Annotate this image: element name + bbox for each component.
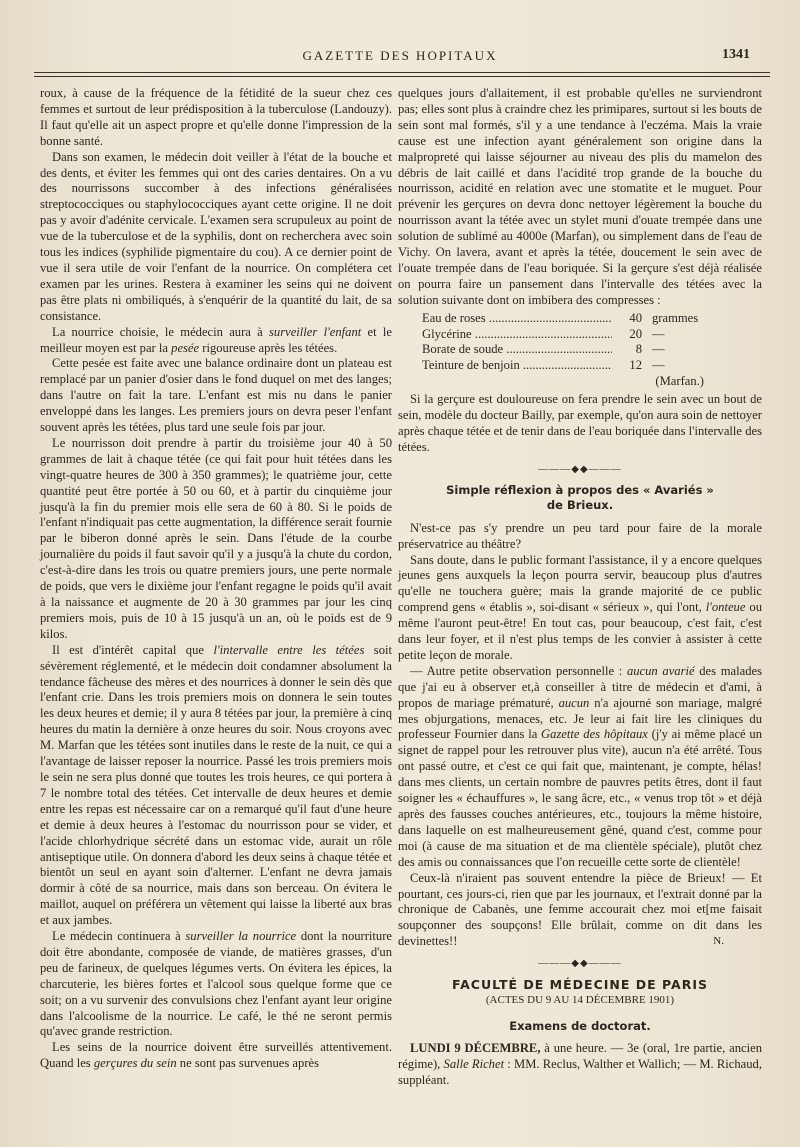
paragraph: — Autre petite observation personnelle : aucun avarié des malades que j'ai eu à observer et,à conseiller à titre de médecin et d'ami, à propos de mariage prématuré, aucun n'a ajourné son mariage, malgré mes objurgations, menaces, etc. Je leur ai fait lire les cliniques du professeur Fournier dans la Gazette des hôpitaux (j'y ai même placé un signet de rappel pour les retrouver plus vite), aucun n'a été arrêté. Tous ont passé outre, et c'est ce qui fait que, maintenant, je compte, hélas! dans mes clients, un certain nombre de pauvres petits êtres, dont il faut soigner les « échauffures », le sang âcre, etc., « venus trop tôt » et déjà après des fausses couches antérieures, etc., toujours la même histoire, dans laquelle on est malheureusement gêné, quand c'est, comme pour moi (à cause de ma situation et de ma clientèle spéciale), plutôt chez des amis ou connaissances que l'on recueille cette sorte de clientèle! bbox=[398, 663, 763, 869]
paragraph: Ceux-là n'iraient pas souvent entendre la pièce de Brieux! — Et pourtant, ces jours-ci, rien que par les journaux, et l'extrait donné par la chronique de Cabanès, une femme accourait chez moi et[me faisait soupçonner des soupçons! Elle brûlait, comme on dit dans les devinettes!! N. bbox=[398, 870, 762, 949]
page-number: 1341 bbox=[722, 47, 750, 62]
section-separator: ———◆◆——— bbox=[538, 958, 622, 970]
paragraph: Le médecin continuera à surveiller la nourrice dont la nourriture doit être abondante, composée de viande, de matières grasses, d'un peu de farineux, de quelques légumes verts. On évitera les épices, la charcuterie, les bières fortes et l'alcool sous quelque forme que ce soit; on a vu survenir des convulsions chez l'enfant ayant leur origine dans l'alcoolisme de la nourrice. Le café, le thé ne seront permis qu'avec grande restriction. bbox=[40, 929, 393, 1039]
faculty-subtitle: (ACTES DU 9 AU 14 DÉCEMBRE 1901) bbox=[485, 993, 675, 1006]
faculty-title: FACULTÉ DE MÉDECINE DE PARIS bbox=[452, 977, 708, 993]
paragraph: Dans son examen, le médecin doit veiller à l'état de la bouche et des dents, et éviter les femmes qui ont des caries dentaires. On a vu des nourrissons succomber à des infections généralisées streptococciques ou staphylococciques ayant cette origine. Il ne doit pas y avoir d'adénite cervicale. L'examen sera scrupuleux au point de vue de la tuberculose et de la syphilis, dont on recherchera avec soin tous les indices (syphilide pigmentaire du cou). A ce dernier point de vue il sera utile de voir l'enfant de la nourrice. On complétera cet examen par les urines. Restera à examiner les seins qui ne doivent pas être plats ni ombiliqués, à s'enquérir de la quantité du lait, de sa consistance. bbox=[40, 149, 392, 323]
prescription-table bbox=[422, 311, 722, 390]
paragraph: Il est d'intérêt capital que l'intervalle entre les tétées soit sévèrement réglementé, et le médecin doit condamner absolument la tendance fâcheuse des mères et des nourrices à donner le sein dès que l'enfant crie. Dans les trois premiers mois on donnera le sein toutes les deux heures et demie; il y aura 8 tétées par jour, la première à cinq heures du matin la dernière à onze heures du soir. Nous croyons avec M. Marfan que les tétées sont inutiles dans le reste de la nuit, ce qui a l'avantage de laisser reposer la nourrice. Passé les trois premiers mois le sein ne sera plus donné que toutes les trois heures, ce qui portera à 7 le nombre total des tétées. Cet intervalle de deux heures et demie entre les repas est nécessaire car on a remarqué qu'il faut d'une heure et demie à deux heures à l'estomac du nourrisson pour se vider, et l'acide chlorhydrique sécrété dans un estomac vide, aurait un rôle antiseptique utile. On donnera d'abord les deux seins à chaque tétée et bientôt un seul en ayant soin d'alterner. L'enfant ne devra jamais dormir à côté de sa nourrice, mais dans son berceau. On évitera le maillot, auquel on préférera un vêtement qui laisse la liberté aux bras et aux jambes. bbox=[40, 642, 392, 928]
paragraph: Cette pesée est faite avec une balance ordinaire dont un plateau est remplacé par un panier d'osier dans le fond duquel on met des langes; dans l'autre on fait la tare. L'enfant est mis nu dans le panier enveloppé dans les langes. Les premiers jours on devra peser l'enfant souvent après les tétées, plus tard une seule fois par jour. bbox=[40, 356, 392, 435]
page-header bbox=[30, 44, 770, 66]
prescription-row: Teinture de benjoin ..... 12 — bbox=[422, 358, 722, 374]
prescription-row: Glycérine ..... 20 — bbox=[422, 327, 722, 343]
paragraph: roux, à cause de la fréquence de la fétidité de la sueur chez ces femmes et surtout de leur prédisposition à la tuberculose (Landouzy). Il faut qu'elle ait un aspect propre et qu'elle donne l'impression de la bonne santé. bbox=[40, 86, 392, 148]
section-separator: ———◆◆——— bbox=[538, 463, 622, 475]
left-column bbox=[40, 86, 392, 1072]
exam-title: Examens de doctorat. bbox=[509, 1018, 651, 1033]
paragraph: Si la gerçure est douloureuse on fera prendre le sein avec un bout de sein, modèle du docteur Bailly, par exemple, qu'on aura soin de nettoyer après chaque tétée et de tenir dans de l'eau boriquée dans l'intervalle des tétées. bbox=[398, 392, 762, 454]
paragraph: N'est-ce pas s'y prendre un peu tard pour faire de la morale préservatrice au théâtre? bbox=[398, 520, 762, 551]
paragraph: La nourrice choisie, le médecin aura à surveiller l'enfant et le meilleur moyen est par la pesée rigoureuse après les tétées. bbox=[40, 324, 392, 355]
paragraph: LUNDI 9 DÉCEMBRE, à une heure. — 3e (oral, 1re partie, ancien régime), Salle Richet : MM. Reclus, Walther et Wallich; — M. Richaud, suppléant. bbox=[398, 1040, 762, 1087]
paragraph: Les seins de la nourrice doivent être surveillés attentivement. Quand les gerçures du sein ne sont pas survenues après bbox=[40, 1040, 392, 1071]
prescription-row: Eau de roses ..... 40 grammes bbox=[422, 311, 722, 327]
prescription-row: Borate de soude ..... 8 — bbox=[422, 342, 722, 358]
paragraph: quelques jours d'allaitement, il est probable qu'elles ne surviendront pas; elles sont plus à craindre chez les primipares, surtout si les bouts de sein sont mal formés, s'il y a une tendance à l'eczéma. Mais la vraie cause est une infection ayant généralement son origine dans la malpropreté qui laisse séjourner au niveau des plis du mamelon des débris de lait caillé et dans l'acidité trop grande de la bouche du nourrisson, acidité en relation avec une stomatite et le muguet. Pour prévenir les gerçures on devra donc nettoyer légèrement la bouche du nourrisson avant la tétée avec un stylet muni d'ouate trempée dans une solution de sublimé au 4000e (Marfan), ou simplement dans de l'eau de Vichy. On lavera, avant et après la tétée, doucement le sein avec de l'ouate trempée dans de l'eau boriquée. Si la gerçure s'est déjà réalisée on pourra faire un pansement dans l'intervalle des tétées avec la solution suivante dont on imbibera des compresses : bbox=[398, 86, 762, 307]
prescription-source: (Marfan.) bbox=[655, 374, 704, 389]
author-signature: N. bbox=[713, 935, 724, 948]
journal-title: GAZETTE DES HOPITAUX bbox=[302, 48, 498, 63]
paragraph: Le nourrisson doit prendre à partir du troisième jour 40 à 50 grammes de lait à chaque tétée (ce qui fait pour huit tétées dans les vingt-quatre heures de 300 à 350 grammes); le quatrième jour, cette quantité peut être portée à 50 ou 60, et à partir du cinquième jour jusqu'à la fin du premier mois elle sera de 60 à 80. Si le poids de l'enfant n'indiquait pas cette augmentation, la différence serait fournie par le biberon donné après le sein. Dans l'étude de la courbe journalière du poids il faut savoir qu'il y a jusqu'à la chute du cordon, c'est-à-dire dans les trois ou quatre premiers jours, une perte normale de poids, que vers le dixième jour l'enfant regagne le poids qu'il avait à la naissance et augmente de 20 à 30 grammes par jour les cinq premiers mois, puis de 10 à 15 jusqu'à un an, où le poids est de 9 kilos. bbox=[40, 435, 392, 641]
header-rule bbox=[34, 72, 770, 77]
right-column bbox=[398, 86, 762, 1089]
paragraph: Sans doute, dans le public formant l'assistance, il y a encore quelques jeunes gens auxquels la leçon pourra servir, beaucoup plus d'autres qu'elle ne touchera guère; mais la grande majorité de ce public comprend gens « établis », soi-disant « sérieux », qui l'ont, l'onteue ou même l'auront peut-être! En tout cas, pour beaucoup, c'est fait, c'est dans leur foyer, et il n'est plus temps de les convier à assister à cette petite leçon de morale. bbox=[398, 552, 762, 662]
article-title: Simple réflexion à propos des « Avariés » de Brieux. bbox=[446, 482, 714, 512]
